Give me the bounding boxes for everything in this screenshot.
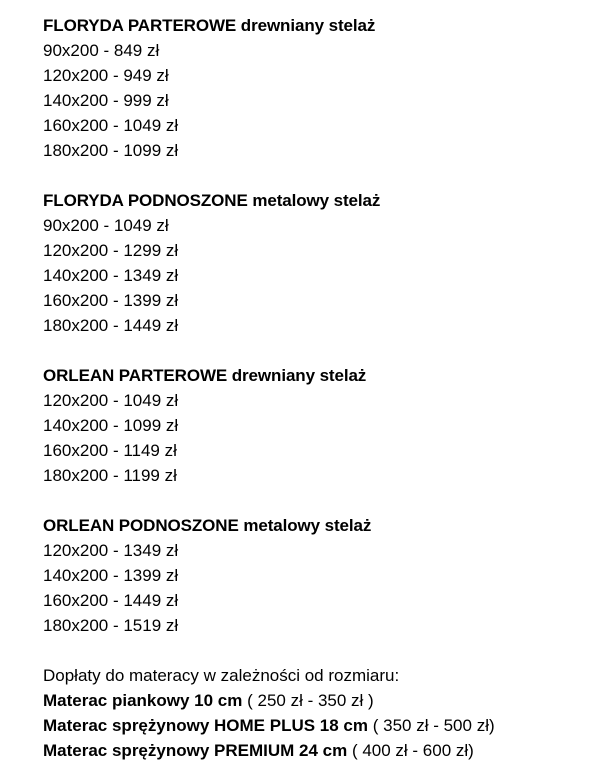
surcharge-name: Materac sprężynowy HOME PLUS 18 cm bbox=[43, 716, 369, 735]
price-line: 180x200 - 1099 zł bbox=[43, 141, 179, 160]
price-line: 160x200 - 1399 zł bbox=[43, 291, 179, 310]
surcharge-range: ( 250 zł - 350 zł ) bbox=[247, 691, 374, 710]
product-section bbox=[43, 188, 600, 338]
price-line: 140x200 - 1399 zł bbox=[43, 566, 179, 585]
price-line: 90x200 - 1049 zł bbox=[43, 216, 169, 235]
product-section bbox=[43, 363, 600, 488]
price-line: 120x200 - 1299 zł bbox=[43, 241, 179, 260]
price-line: 120x200 - 949 zł bbox=[43, 66, 169, 85]
price-line: 180x200 - 1199 zł bbox=[43, 466, 177, 485]
price-line: 140x200 - 1349 zł bbox=[43, 266, 179, 285]
price-line: 90x200 - 849 zł bbox=[43, 41, 160, 60]
product-section bbox=[43, 513, 600, 638]
surcharge-range: ( 400 zł - 600 zł) bbox=[351, 741, 474, 760]
product-section bbox=[43, 13, 600, 163]
surcharge-name: Materac piankowy 10 cm bbox=[43, 691, 243, 710]
surcharge-range: ( 350 zł - 500 zł) bbox=[372, 716, 495, 735]
surcharge-item bbox=[43, 713, 600, 738]
surcharge-name: Materac sprężynowy PREMIUM 24 cm bbox=[43, 741, 348, 760]
price-line: 120x200 - 1049 zł bbox=[43, 391, 179, 410]
surcharge-intro: Dopłaty do materacy w zależności od rozmiaru: bbox=[43, 666, 400, 685]
price-line: 120x200 - 1349 zł bbox=[43, 541, 179, 560]
section-heading: ORLEAN PARTEROWE drewniany stelaż bbox=[43, 366, 367, 385]
section-heading: FLORYDA PODNOSZONE metalowy stelaż bbox=[43, 191, 381, 210]
price-line: 160x200 - 1149 zł bbox=[43, 441, 177, 460]
price-line: 140x200 - 1099 zł bbox=[43, 416, 179, 435]
price-line: 160x200 - 1449 zł bbox=[43, 591, 179, 610]
surcharge-item bbox=[43, 738, 600, 763]
price-line: 140x200 - 999 zł bbox=[43, 91, 169, 110]
price-line: 160x200 - 1049 zł bbox=[43, 116, 179, 135]
mattress-surcharges-section bbox=[43, 663, 600, 763]
price-line: 180x200 - 1449 zł bbox=[43, 316, 179, 335]
surcharge-item bbox=[43, 688, 600, 713]
section-heading: FLORYDA PARTEROWE drewniany stelaż bbox=[43, 16, 376, 35]
price-line: 180x200 - 1519 zł bbox=[43, 616, 179, 635]
section-heading: ORLEAN PODNOSZONE metalowy stelaż bbox=[43, 516, 372, 535]
